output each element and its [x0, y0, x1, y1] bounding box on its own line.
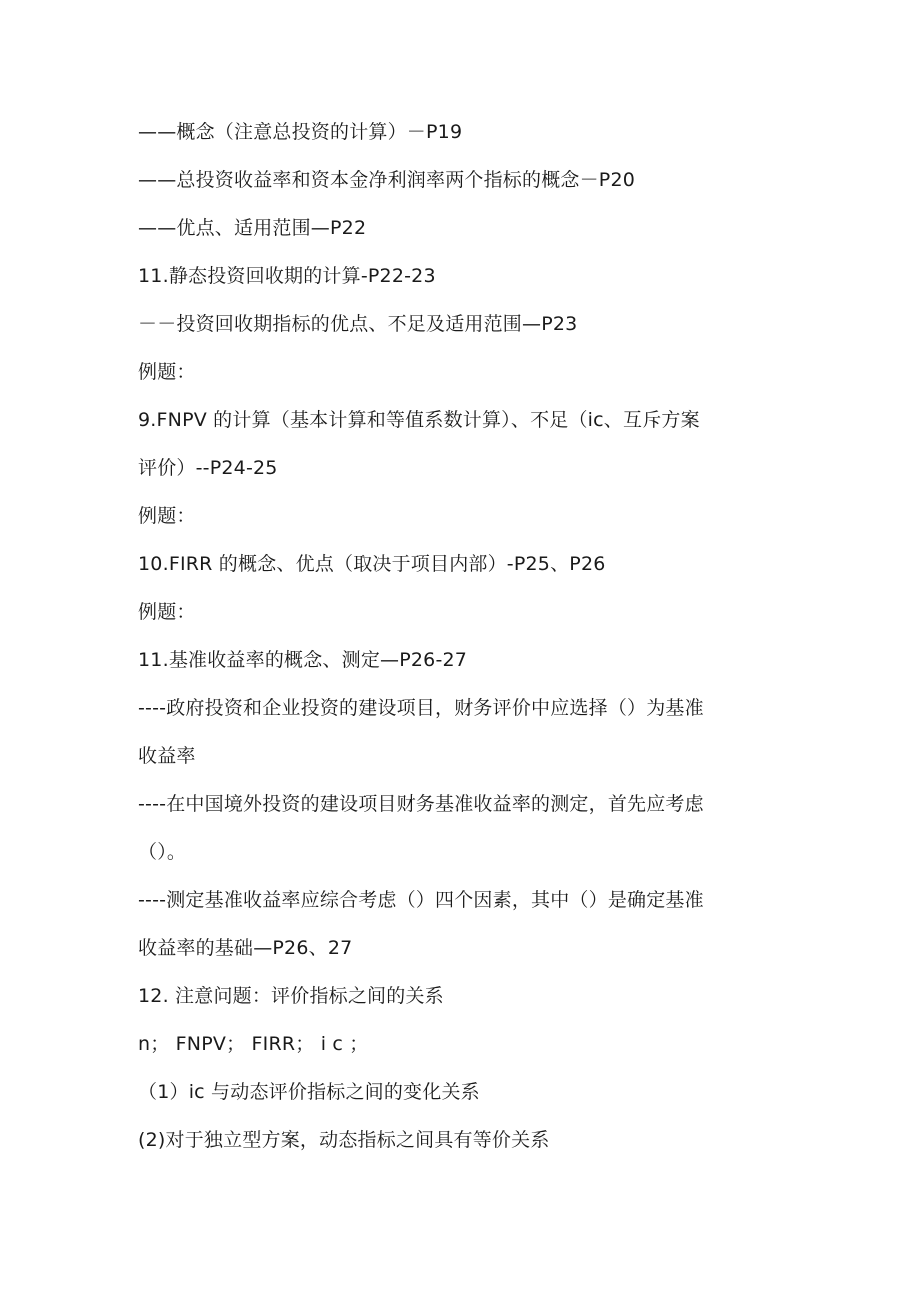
- text-line: ——优点、适用范围—P22: [138, 217, 367, 239]
- text-line: 例题：: [138, 601, 196, 623]
- text-line: ----测定基准收益率应综合考虑（）四个因素，其中（）是确定基准: [138, 889, 704, 911]
- text-line: （）。: [138, 841, 187, 863]
- text-line: (2)对于独立型方案，动态指标之间具有等价关系: [138, 1129, 550, 1151]
- text-line: n； FNPV； FIRR； i c ；: [138, 1033, 369, 1055]
- document-body: [138, 120, 778, 1176]
- text-line: ——总投资收益率和资本金净利润率两个指标的概念－P20: [138, 169, 636, 191]
- text-line: 9.FNPV 的计算（基本计算和等值系数计算）、不足（ic、互斥方案: [138, 409, 700, 431]
- text-line: 收益率的基础—P26、27: [138, 937, 353, 959]
- text-line: 例题：: [138, 505, 196, 527]
- text-line: ----政府投资和企业投资的建设项目，财务评价中应选择（）为基准: [138, 697, 704, 719]
- text-line: ----在中国境外投资的建设项目财务基准收益率的测定，首先应考虑: [138, 793, 704, 815]
- text-line: 例题：: [138, 361, 196, 383]
- text-line: 12. 注意问题：评价指标之间的关系: [138, 985, 444, 1007]
- text-line: （1）ic 与动态评价指标之间的变化关系: [138, 1081, 480, 1103]
- text-line: 评价）--P24-25: [138, 457, 278, 479]
- text-line: 11.基准收益率的概念、测定—P26-27: [138, 649, 468, 671]
- text-line: 10.FIRR 的概念、优点（取决于项目内部）-P25、P26: [138, 553, 606, 575]
- text-line: －－投资回收期指标的优点、不足及适用范围—P23: [138, 313, 578, 335]
- text-line: ——概念（注意总投资的计算）－P19: [138, 121, 463, 143]
- text-line: 11.静态投资回收期的计算-P22-23: [138, 265, 436, 287]
- text-line: 收益率: [138, 745, 196, 767]
